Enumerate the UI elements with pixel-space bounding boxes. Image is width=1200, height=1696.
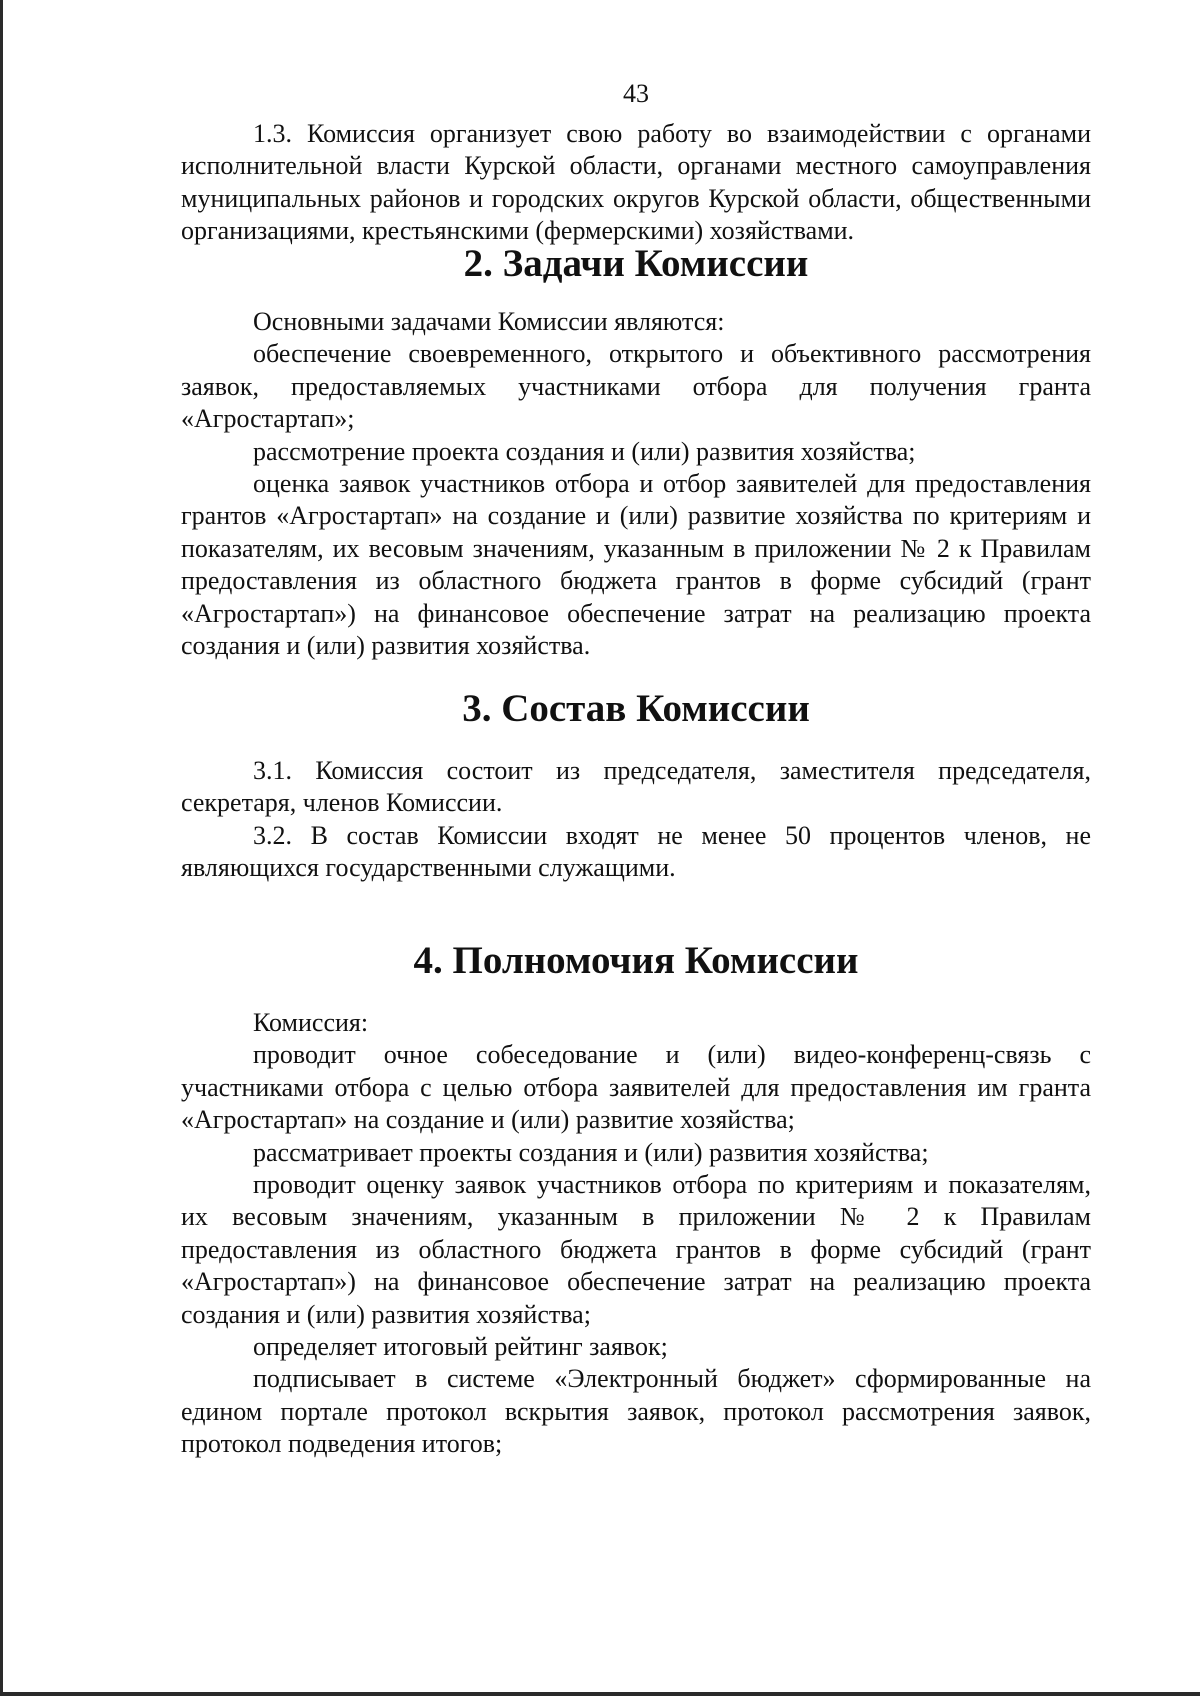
section-2-heading: 2. Задачи Комиссии — [463, 241, 809, 285]
section-2-item: оценка заявок участников отбора и отбор заявителей для предоставления грантов «Агростартап» на создание и (или) развитие хозяйства по критериям и показателям, их весовым значениям, указанным в приложении № 2 к Правилам предоставления из областного бюджета грантов в форме субсидий (грант «Агростартап») на финансовое обеспечение затрат на реализацию проекта создания и (или) развития хозяйства. — [181, 469, 1091, 661]
scan-left-edge — [0, 0, 3, 1696]
paragraph-1-3: 1.3. Комиссия организует свою работу во взаимодействии с органами исполнительной власти Курской области, органами местного самоуправления муниципальных районов и городских округов Курской области, общественными организациями, крестьянскими (фермерскими) хозяйствами. — [181, 119, 1091, 246]
section-2-item: обеспечение своевременного, открытого и объективного рассмотрения заявок, предоставляемых участниками отбора для получения гранта «Агростартап»; — [181, 339, 1091, 434]
paragraph-3-1: 3.1. Комиссия состоит из председателя, заместителя председателя, секретаря, членов Комиссии. — [181, 755, 1091, 818]
section-4-intro: Комиссия: — [253, 1007, 369, 1037]
section-2-item: рассмотрение проекта создания и (или) развития хозяйства; — [253, 436, 916, 466]
section-4-item: определяет итоговый рейтинг заявок; — [253, 1332, 668, 1361]
section-4-item: проводит оценку заявок участников отбора по критериям и показателям, их весовым значениям, указанным в приложении № 2 к Правилам предоставления из областного бюджета грантов в форме субсидий (грант «Агростартап») на финансовое обеспечение затрат на реализацию проекта создания и (или) развития хозяйства; — [181, 1169, 1091, 1329]
section-4-item: рассматривает проекты создания и (или) развития хозяйства; — [253, 1137, 929, 1167]
scan-bottom-edge — [0, 1692, 1200, 1696]
section-4-heading: 4. Полномочия Комиссии — [413, 938, 859, 982]
section-4-item: проводит очное собеседование и (или) видео-конференц-связь с участниками отбора с целью отбора заявителей для предоставления им гранта «Агростартап» на создание и (или) развитие хозяйства; — [181, 1040, 1091, 1135]
section-3-heading: 3. Состав Комиссии — [462, 686, 810, 730]
page-number: 43 — [623, 79, 649, 108]
section-4-item: подписывает в системе «Электронный бюджет» сформированные на едином портале протокол вскрытия заявок, протокол рассмотрения заявок, протокол подведения итогов; — [181, 1364, 1091, 1459]
section-2-intro: Основными задачами Комиссии являются: — [253, 307, 725, 337]
page-content — [181, 76, 1091, 1461]
paragraph-3-2: 3.2. В состав Комиссии входят не менее 50 процентов членов, не являющихся государственными служащими. — [181, 820, 1091, 883]
